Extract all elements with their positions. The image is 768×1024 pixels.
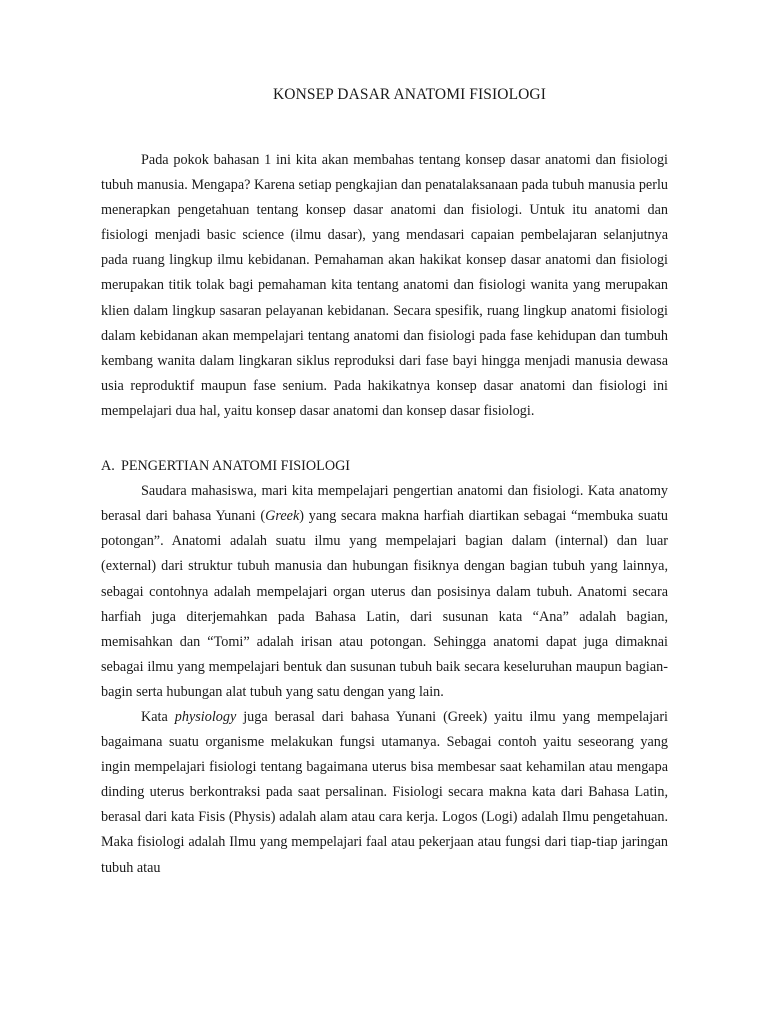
paragraph-text: Saudara mahasiswa, mari kita mempelajari pengertian anatomi dan fisiologi. Kata anatomy berasal dari bahasa Yunani ( (101, 483, 668, 525)
paragraph-text: Kata (141, 708, 175, 725)
section-a-paragraph-1 (101, 479, 668, 705)
section-a-title: PENGERTIAN ANATOMI FISIOLOGI (121, 458, 351, 475)
document-page (101, 86, 668, 881)
section-a-letter: A. (101, 458, 115, 475)
paragraph-text: juga berasal dari bahasa Yunani (Greek) yaitu ilmu yang mempelajari bagaimana suatu organisme melakukan fungsi utamanya. Sebagai contoh yaitu seseorang yang ingin mempelajari fisiologi tentang bagaimana uterus bisa membesar saat kehamilan atau mengapa dinding uterus berkontraksi pada saat persalinan. Fisiologi secara makna kata dari Bahasa Latin, berasal dari kata Fisis (Physis) adalah alam atau cara kerja. Logos (Logi) adalah Ilmu pengetahuan. Maka fisiologi adalah Ilmu yang mempelajari faal atau pekerjaan atau fungsi dari tiap-tiap jaringan tubuh atau (101, 708, 668, 876)
section-a-heading (101, 454, 668, 479)
intro-paragraph: Pada pokok bahasan 1 ini kita akan membahas tentang konsep dasar anatomi dan fisiologi tubuh manusia. Mengapa? Karena setiap pengkajian dan penatalaksanaan pada tubuh manusia perlu menerapkan pengetahuan tentang konsep dasar anatomi dan fisiologi. Untuk itu anatomi dan fisiologi menjadi basic science (ilmu dasar), yang mendasari capaian pembelajaran selanjutnya pada ruang lingkup ilmu kebidanan. Pemahaman akan hakikat konsep dasar anatomi dan fisiologi merupakan titik tolak bagi pemahaman kita tentang anatomi dan fisiologi wanita yang merupakan klien dalam lingkup sasaran pelayanan kebidanan. Secara spesifik, ruang lingkup anatomi fisiologi dalam kebidanan akan mempelajari tentang anatomi dan fisiologi pada fase kehidupan dan tumbuh kembang wanita dalam lingkaran siklus reproduksi dari fase bayi hingga menjadi manusia dewasa usia reproduktif maupun fase senium. Pada hakikatnya konsep dasar anatomi dan fisiologi ini mempelajari dua hal, yaitu konsep dasar anatomi dan konsep dasar fisiologi. (101, 152, 668, 419)
italic-term: Greek (265, 508, 300, 525)
document-title: KONSEP DASAR ANATOMI FISIOLOGI (273, 86, 546, 103)
italic-term: physiology (174, 708, 237, 725)
section-a-paragraph-2 (101, 705, 668, 881)
paragraph-text: ) yang secara makna harfiah diartikan sebagai “membuka suatu potongan”. Anatomi adalah suatu ilmu yang mempelajari bagian dalam (internal) dan luar (external) dari struktur tubuh manusia dan hubungan fisiknya dengan bagian tubuh yang lainnya, sebagai contohnya adalah mempelajari organ uterus dan posisinya dalam tubuh. Anatomi secara harfiah juga diterjemahkan pada Bahasa Latin, dari susunan kata “Ana” adalah bagian, memisahkan dan “Tomi” adalah irisan atau potongan. Sehingga anatomi dapat juga dimaknai sebagai ilmu yang mempelajari bentuk dan susunan tubuh baik secara keseluruhan maupun bagian-bagin serta hubungan alat tubuh yang satu dengan yang lain. (101, 508, 668, 700)
